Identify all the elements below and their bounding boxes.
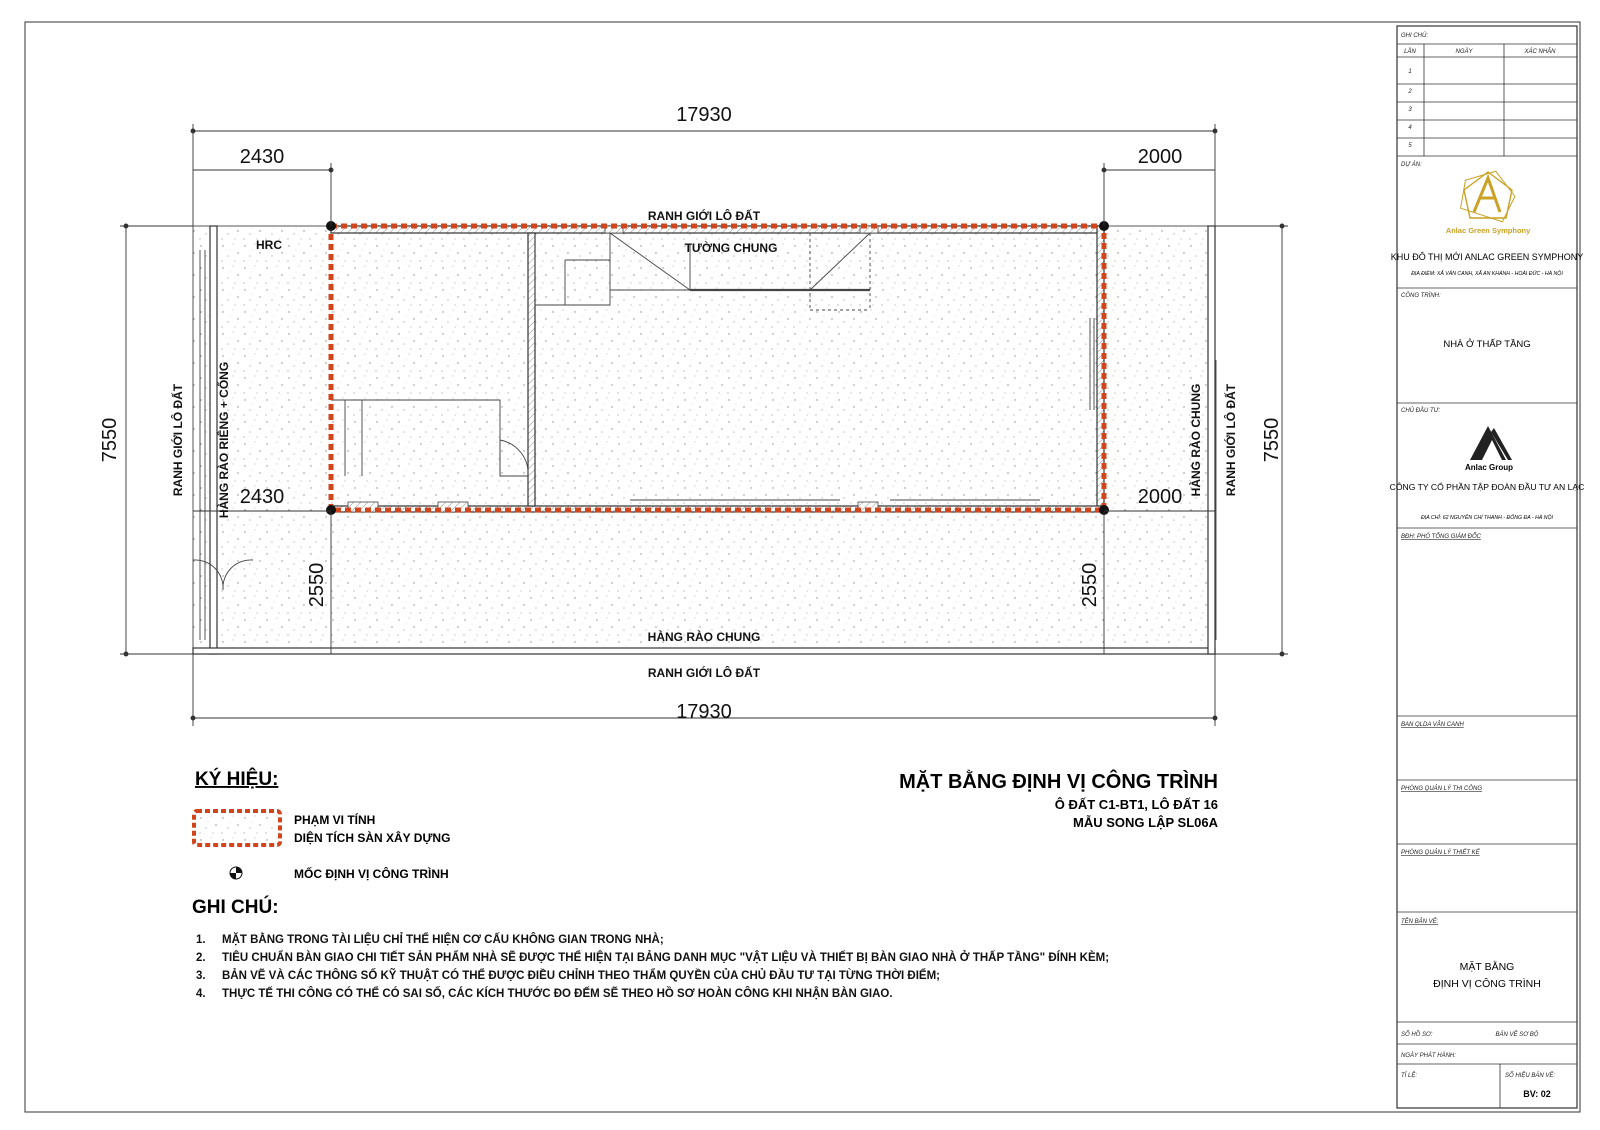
drawing-title bbox=[899, 769, 1218, 830]
dim-left-mid: 2430 bbox=[239, 486, 285, 508]
tb-rev-row: 3 bbox=[1408, 107, 1412, 113]
tb-ghi-chu: GHI CHÚ: bbox=[1401, 33, 1428, 39]
owner-logo bbox=[1465, 426, 1513, 472]
tb-ql-thi-cong: PHÒNG QUẢN LÝ THI CÔNG bbox=[1401, 786, 1483, 792]
legend-scope-swatch bbox=[194, 811, 280, 845]
label-private-fence: HÀNG RÀO RIÊNG + CỔNG bbox=[217, 361, 231, 519]
note-text: MẶT BẰNG TRONG TÀI LIỆU CHỈ THỂ HIỆN CƠ CẤU KHÔNG GIAN TRONG NHÀ; bbox=[222, 934, 664, 946]
tb-rev-row: 4 bbox=[1408, 125, 1412, 131]
label-common-wall: TƯỜNG CHUNG bbox=[684, 241, 778, 255]
tb-sheet-name-2: ĐỊNH VỊ CÔNG TRÌNH bbox=[1433, 978, 1541, 990]
label-boundary-right: RANH GIỚI LÔ ĐẤT bbox=[1224, 383, 1238, 497]
dim-yard-right: 2550 bbox=[1079, 562, 1101, 608]
legend-marker-label: MỐC ĐỊNH VỊ CÔNG TRÌNH bbox=[294, 867, 449, 881]
label-boundary-bottom: RANH GIỚI LÔ ĐẤT bbox=[647, 666, 761, 680]
label-common-fence-right: HÀNG RÀO CHUNG bbox=[1189, 383, 1203, 497]
tb-ti-le: TỈ LỆ: bbox=[1401, 1073, 1418, 1079]
dim-right-top: 2000 bbox=[1137, 146, 1183, 168]
tb-qlda: BAN QLDA VÂN CANH bbox=[1401, 722, 1464, 728]
building-footprint bbox=[331, 226, 1104, 512]
dim-overall-bottom: 17930 bbox=[676, 701, 732, 723]
tb-ngay-phat-hanh: NGÀY PHÁT HÀNH: bbox=[1401, 1053, 1456, 1059]
tb-rev-header: LẦN bbox=[1404, 49, 1416, 55]
tb-sheet-number: BV: 02 bbox=[1523, 1089, 1551, 1099]
drawing-title-sub1: Ô ĐẤT C1-BT1, LÔ ĐẤT 16 bbox=[1054, 797, 1218, 812]
marker-icon bbox=[230, 867, 242, 879]
legend-heading: KÝ HIỆU: bbox=[195, 769, 279, 790]
note-number: 2. bbox=[196, 952, 206, 964]
tb-sheet-name-1: MẶT BẰNG bbox=[1459, 961, 1515, 973]
tb-chu-dau-tu: CHỦ ĐẦU TƯ: bbox=[1401, 408, 1441, 414]
notes bbox=[192, 896, 1109, 1000]
legend bbox=[194, 768, 450, 881]
tb-bdh: BĐH: PHÓ TỔNG GIÁM ĐỐC bbox=[1401, 534, 1482, 540]
note-text: BẢN VẼ VÀ CÁC THÔNG SỐ KỸ THUẬT CÓ THỂ ĐƯỢC ĐIỀU CHỈNH THEO THẨM QUYỀN CỦA CHỦ ĐẦU TƯ TẠI TỪNG THỜI ĐIỂM; bbox=[222, 970, 941, 982]
label-common-fence-bottom: HÀNG RÀO CHUNG bbox=[647, 630, 761, 644]
tb-ten-ban-ve: TÊN BẢN VẼ: bbox=[1401, 919, 1439, 925]
tb-owner-name: CÔNG TY CỔ PHẦN TẬP ĐOÀN ĐẦU TƯ AN LẠC bbox=[1389, 482, 1585, 492]
drawing-title-main: MẶT BẰNG ĐỊNH VỊ CÔNG TRÌNH bbox=[899, 771, 1218, 793]
dim-yard-left: 2550 bbox=[306, 562, 328, 608]
tb-du-an: DỰ ÁN: bbox=[1401, 162, 1422, 168]
project-logo-text: Anlac Green Symphony bbox=[1445, 226, 1531, 235]
tb-rev-header: NGÀY bbox=[1455, 49, 1473, 55]
label-boundary-top: RANH GIỚI LÔ ĐẤT bbox=[647, 209, 761, 223]
tb-building: NHÀ Ở THẤP TẦNG bbox=[1443, 339, 1531, 350]
tb-so-hieu: SỐ HIỆU BẢN VẼ: bbox=[1505, 1073, 1556, 1079]
note-text: TIÊU CHUẨN BÀN GIAO CHI TIẾT SẢN PHẨM NHÀ SẼ ĐƯỢC THỂ HIỆN TẠI BẢNG DANH MỤC "VẬT LIỆU VÀ THIẾT BỊ BÀN GIAO NHÀ Ở THẤP TẦNG" ĐÍNH KÈM; bbox=[222, 952, 1110, 964]
dim-left-top: 2430 bbox=[239, 146, 285, 168]
label-hrc: HRC bbox=[256, 238, 282, 252]
note-number: 4. bbox=[196, 988, 206, 1000]
tb-so-ho-so-value: BẢN VẼ SƠ BỘ bbox=[1495, 1032, 1539, 1038]
label-boundary-left: RANH GIỚI LÔ ĐẤT bbox=[171, 383, 185, 497]
tb-owner-address: ĐỊA CHỈ: 62 NGUYỄN CHÍ THANH - ĐỐNG ĐA - HÀ NỘI bbox=[1421, 515, 1553, 521]
tb-ql-thiet-ke: PHÒNG QUẢN LÝ THIẾT KẾ bbox=[1401, 850, 1480, 856]
tb-rev-row: 5 bbox=[1408, 143, 1412, 149]
tb-project-address: ĐỊA ĐIỂM: XÃ VÂN CANH, XÃ AN KHÁNH - HOÀI ĐỨC - HÀ NỘI bbox=[1411, 271, 1563, 277]
owner-logo-text: Anlac Group bbox=[1464, 463, 1514, 472]
dim-height-left: 7550 bbox=[99, 417, 121, 463]
tb-rev-row: 2 bbox=[1408, 89, 1412, 95]
note-number: 1. bbox=[196, 934, 206, 946]
tb-rev-header: XÁC NHẬN bbox=[1524, 49, 1556, 55]
note-number: 3. bbox=[196, 970, 206, 982]
title-block bbox=[1390, 32, 1585, 1108]
tb-project-name: KHU ĐÔ THỊ MỚI ANLAC GREEN SYMPHONY bbox=[1390, 252, 1584, 262]
legend-scope-line2: DIỆN TÍCH SÀN XÂY DỰNG bbox=[294, 831, 451, 845]
title-block-frame bbox=[1397, 26, 1577, 1108]
project-logo bbox=[1446, 163, 1531, 235]
dim-overall-top: 17930 bbox=[676, 104, 732, 126]
notes-heading: GHI CHÚ: bbox=[192, 897, 279, 918]
drawing-title-sub2: MẪU SONG LẬP SL06A bbox=[1073, 815, 1218, 830]
dim-right-mid: 2000 bbox=[1137, 486, 1183, 508]
note-text: THỰC TẾ THI CÔNG CÓ THỂ CÓ SAI SỐ, CÁC KÍCH THƯỚC ĐO ĐẾM SẼ THEO HỒ SƠ HOÀN CÔNG KHI NHẬN BÀN GIAO. bbox=[222, 988, 893, 1000]
tb-rev-row: 1 bbox=[1408, 69, 1412, 75]
tb-so-ho-so: SỐ HỒ SƠ: bbox=[1401, 1032, 1433, 1038]
tb-cong-trinh: CÔNG TRÌNH: bbox=[1401, 293, 1441, 299]
legend-scope-line1: PHẠM VI TÍNH bbox=[294, 813, 376, 827]
dim-height-right: 7550 bbox=[1261, 417, 1283, 463]
site-plan bbox=[99, 104, 1288, 726]
